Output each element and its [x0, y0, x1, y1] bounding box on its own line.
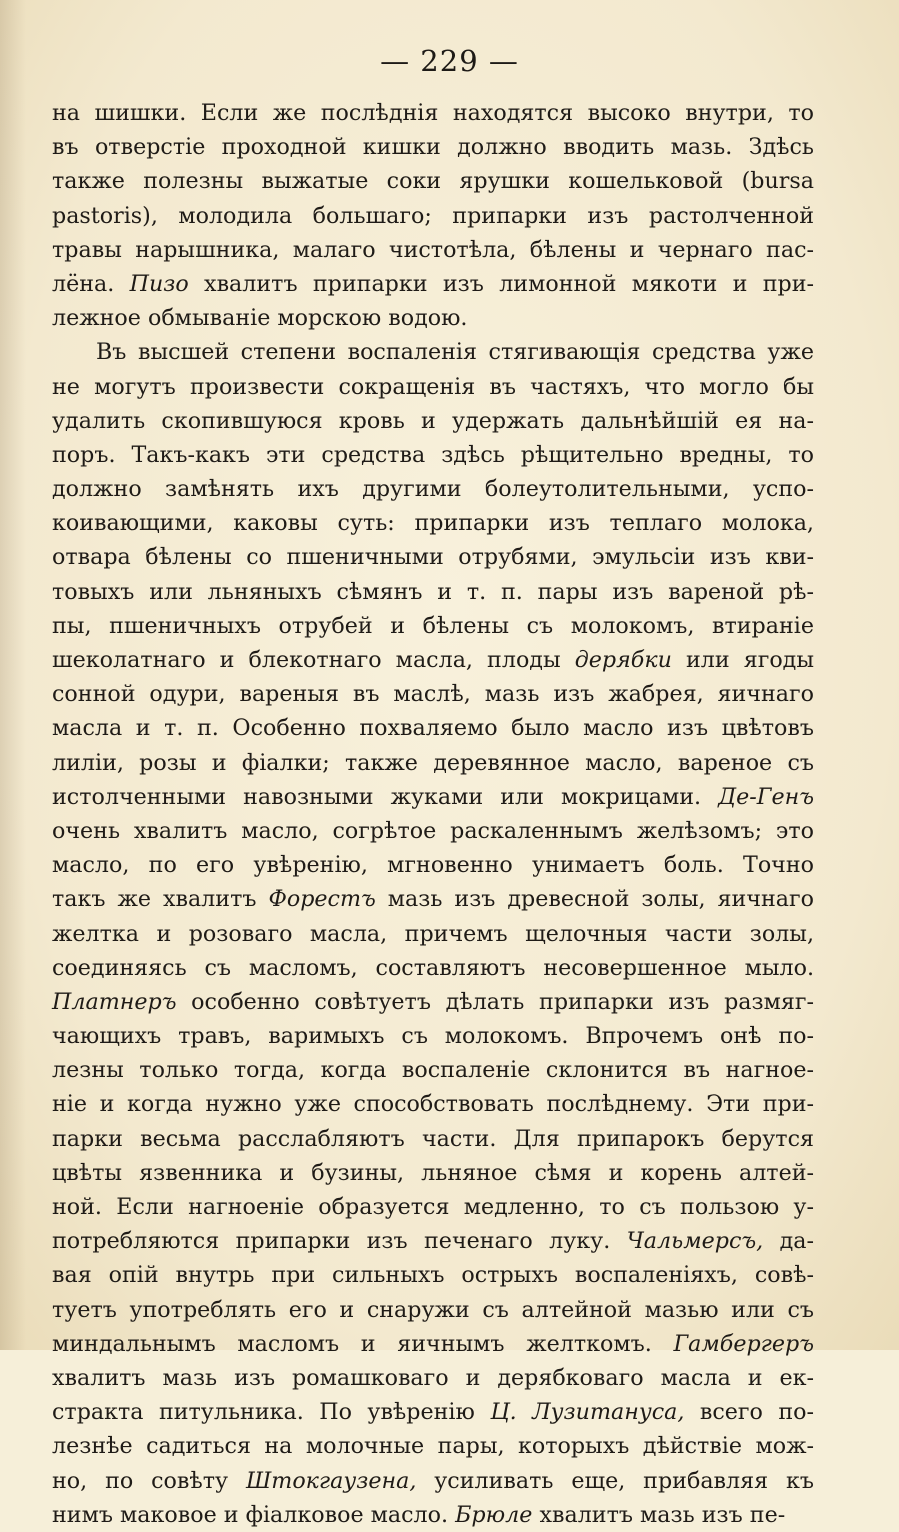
- text-line: цвѣты язвенника и бузины, льняное сѣмя и корень алтей-: [52, 1159, 814, 1186]
- text-line: парки весьма расслабляютъ части. Для припарокъ берутся: [52, 1125, 814, 1152]
- text-line: потребляются припарки изъ печенаго луку. Чальмерсъ, да-: [52, 1228, 814, 1255]
- text-line: лежное обмываніе морскою водою.: [52, 305, 468, 332]
- text-line: поръ. Такъ-какъ эти средства здѣсь рѣщительно вредны, то: [52, 441, 814, 468]
- text-line: также полезны выжатые соки ярушки кошельковой (bursa: [52, 168, 814, 195]
- text-line: масло, по его увѣренію, мгновенно унимаетъ боль. Точно: [52, 852, 814, 879]
- text-line: коивающими, каковы суть: припарки изъ теплаго молока,: [52, 510, 814, 537]
- text-line: на шишки. Если же послѣднія находятся высоко внутри, то: [52, 100, 814, 126]
- text-line: Въ высшей степени воспаленія стягивающія средства уже: [96, 339, 814, 366]
- text-line: лезнѣе садиться на молочные пары, которыхъ дѣйствіе мож-: [52, 1433, 814, 1460]
- text-line: чающихъ травъ, варимыхъ съ молокомъ. Впрочемъ онѣ по-: [52, 1023, 814, 1050]
- text-line: соединяясь съ масломъ, составляютъ несовершенное мыло.: [52, 954, 814, 981]
- text-line: миндальнымъ масломъ и яичнымъ желткомъ. Гамбергеръ: [52, 1330, 814, 1357]
- text-line: pastoris), молодила большаго; припарки изъ растолченной: [52, 202, 814, 229]
- text-line: въ отверстіе проходной кишки должно вводить мазь. Здѣсь: [52, 134, 814, 161]
- text-line: сонной одури, вареныя въ маслѣ, мазь изъ жабрея, яичнаго: [52, 681, 814, 708]
- text-line: пы, пшеничныхъ отрубей и бѣлены съ молокомъ, втираніе: [52, 612, 814, 639]
- text-line: лёна. Пизо хвалитъ припарки изъ лимонной мякоти и при-: [52, 270, 814, 297]
- text-line: истолченными навозными жуками или мокрицами. Де-Генъ: [52, 783, 814, 810]
- text-line: отвара бѣлены со пшеничными отрубями, эмульсіи изъ кви-: [52, 544, 814, 571]
- gutter-shadow: [0, 0, 26, 1350]
- text-line: удалить скопившуюся кровь и удержать дальнѣйшій ея на-: [52, 407, 814, 434]
- text-line: травы нарышника, малаго чистотѣла, бѣлены и чернаго пас-: [52, 236, 814, 263]
- text-line: туетъ употреблять его и снаружи съ алтейной мазью или съ: [52, 1296, 814, 1323]
- text-line: масла и т. п. Особенно похваляемо было масло изъ цвѣтовъ: [52, 715, 814, 742]
- page-number: — 229 —: [380, 44, 519, 78]
- text-line: лезны только тогда, когда воспаленіе склонится въ нагное-: [52, 1057, 814, 1084]
- text-line: но, по совѣту Штокгаузена, усиливать еще, прибавляя къ: [52, 1467, 814, 1494]
- text-line: вая опій внутрь при сильныхъ острыхъ воспаленіяхъ, совѣ-: [52, 1262, 814, 1289]
- text-line: Платнеръ особенно совѣтуетъ дѣлать припарки изъ размяг-: [52, 988, 814, 1015]
- text-line: лиліи, розы и фіалки; также деревянное масло, вареное съ: [52, 749, 814, 776]
- text-line: очень хвалитъ масло, согрѣтое раскаленнымъ желѣзомъ; это: [52, 817, 814, 844]
- text-line: хвалитъ мазь изъ ромашковаго и дерябковаго масла и ек-: [52, 1364, 814, 1391]
- text-line: ніе и когда нужно уже способствовать послѣднему. Эти при-: [52, 1091, 814, 1118]
- text-line: не могутъ произвести сокращенія въ частяхъ, что могло бы: [52, 373, 814, 400]
- text-line: стракта питульника. По увѣренію Ц. Лузитануса, всего по-: [52, 1399, 815, 1426]
- text-line: должно замѣнять ихъ другими болеутолительными, успо-: [52, 476, 814, 503]
- text-line: желтка и розоваго масла, причемъ щелочныя части золы,: [52, 920, 814, 947]
- text-line: шеколатнаго и блекотнаго масла, плоды дерябки или ягоды: [52, 647, 815, 673]
- body-text: [52, 96, 814, 1532]
- text-line: ной. Если нагноеніе образуется медленно, то съ пользою у-: [52, 1194, 814, 1220]
- text-line: нимъ маковое и фіалковое масло. Брюле хвалитъ мазь изъ пе-: [52, 1501, 786, 1528]
- text-line: такъ же хвалитъ Форестъ мазь изъ древесной золы, яичнаго: [52, 886, 814, 913]
- text-line: товыхъ или льняныхъ сѣмянъ и т. п. пары изъ вареной рѣ-: [52, 578, 814, 605]
